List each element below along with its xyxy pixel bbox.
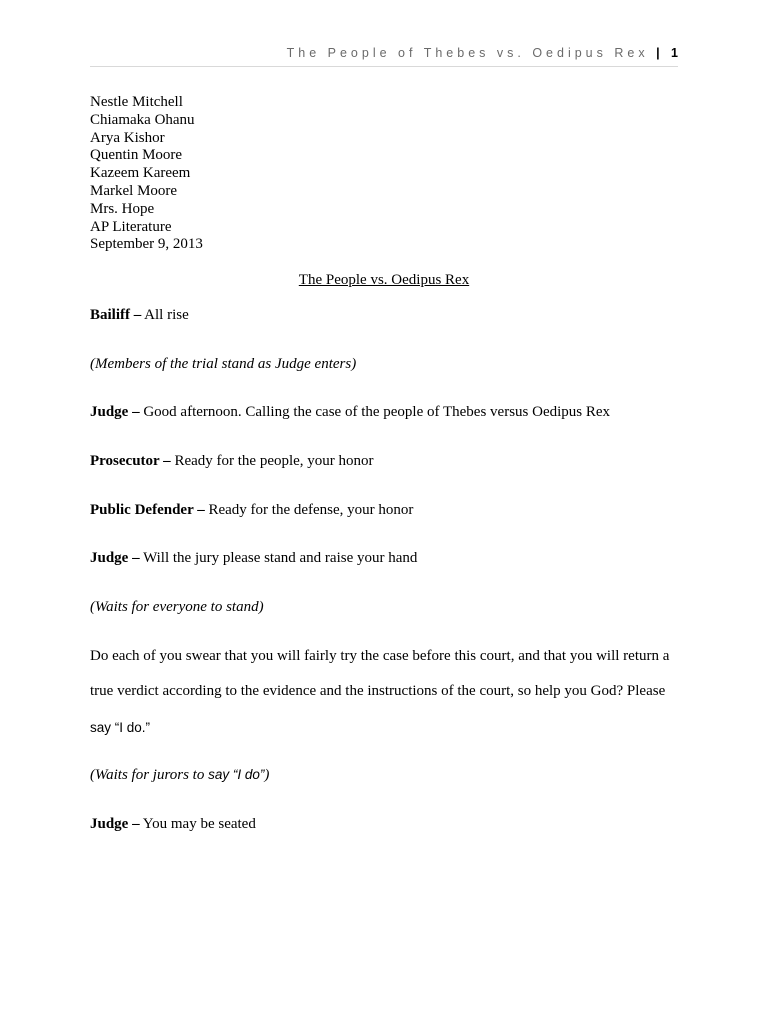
stage-text: (Waits for jurors to	[90, 767, 209, 783]
page-number: 1	[671, 46, 678, 60]
dialogue-text: Will the jury please stand and raise your hand	[139, 550, 418, 566]
running-header	[0, 46, 678, 60]
author-line: Nestle Mitchell	[90, 94, 183, 110]
oath-line: Do each of you swear that you will fairly try the case before this court, and that you will return a	[90, 648, 670, 664]
dialogue-text: All rise	[141, 307, 189, 323]
stage-direction: (Members of the trial stand as Judge enters)	[90, 356, 357, 372]
dialogue-text: Good afternoon. Calling the case of the people of Thebes versus Oedipus Rex	[139, 404, 611, 420]
stage-direction: (Waits for everyone to stand)	[90, 599, 264, 615]
script-line-bailiff	[90, 307, 189, 324]
dialogue-text: You may be seated	[139, 816, 256, 832]
course-line: AP Literature	[90, 218, 172, 235]
header-rule	[90, 66, 678, 67]
header-title: The People of Thebes vs. Oedipus Rex	[286, 46, 649, 60]
speaker-label: Judge –	[90, 816, 140, 832]
header-separator: |	[656, 46, 660, 60]
speaker-label: Bailiff –	[90, 307, 142, 323]
author-line: Arya Kishor	[90, 129, 165, 146]
author-line: Markel Moore	[90, 182, 178, 199]
author-line: Kazeem Kareem	[90, 165, 191, 182]
teacher-line: Mrs. Hope	[90, 200, 155, 217]
dialogue-text: Ready for the defense, your honor	[204, 502, 414, 518]
oath-line: true verdict according to the evidence and the instructions of the court, so help you God? Please	[90, 683, 666, 699]
stage-direction	[90, 767, 269, 784]
speaker-label: Prosecutor –	[90, 453, 171, 469]
stage-text: say “I do”	[208, 767, 265, 782]
oath-line: say “I do.”	[90, 720, 151, 735]
script-line-judge	[90, 404, 610, 421]
script-line-public-defender	[90, 502, 413, 519]
script-line-prosecutor	[90, 453, 374, 470]
script-line-judge	[90, 550, 417, 567]
author-block	[90, 93, 203, 253]
author-line: Chiamaka Ohanu	[90, 111, 195, 128]
speaker-label: Judge –	[90, 404, 140, 420]
date-line: September 9, 2013	[90, 236, 203, 253]
dialogue-text: Ready for the people, your honor	[170, 453, 374, 469]
document-title: The People vs. Oedipus Rex	[298, 272, 470, 288]
stage-text: )	[264, 767, 270, 783]
author-line: Quentin Moore	[90, 147, 183, 164]
speaker-label: Public Defender –	[90, 502, 205, 518]
speaker-label: Judge –	[90, 550, 140, 566]
script-line-judge	[90, 816, 256, 833]
